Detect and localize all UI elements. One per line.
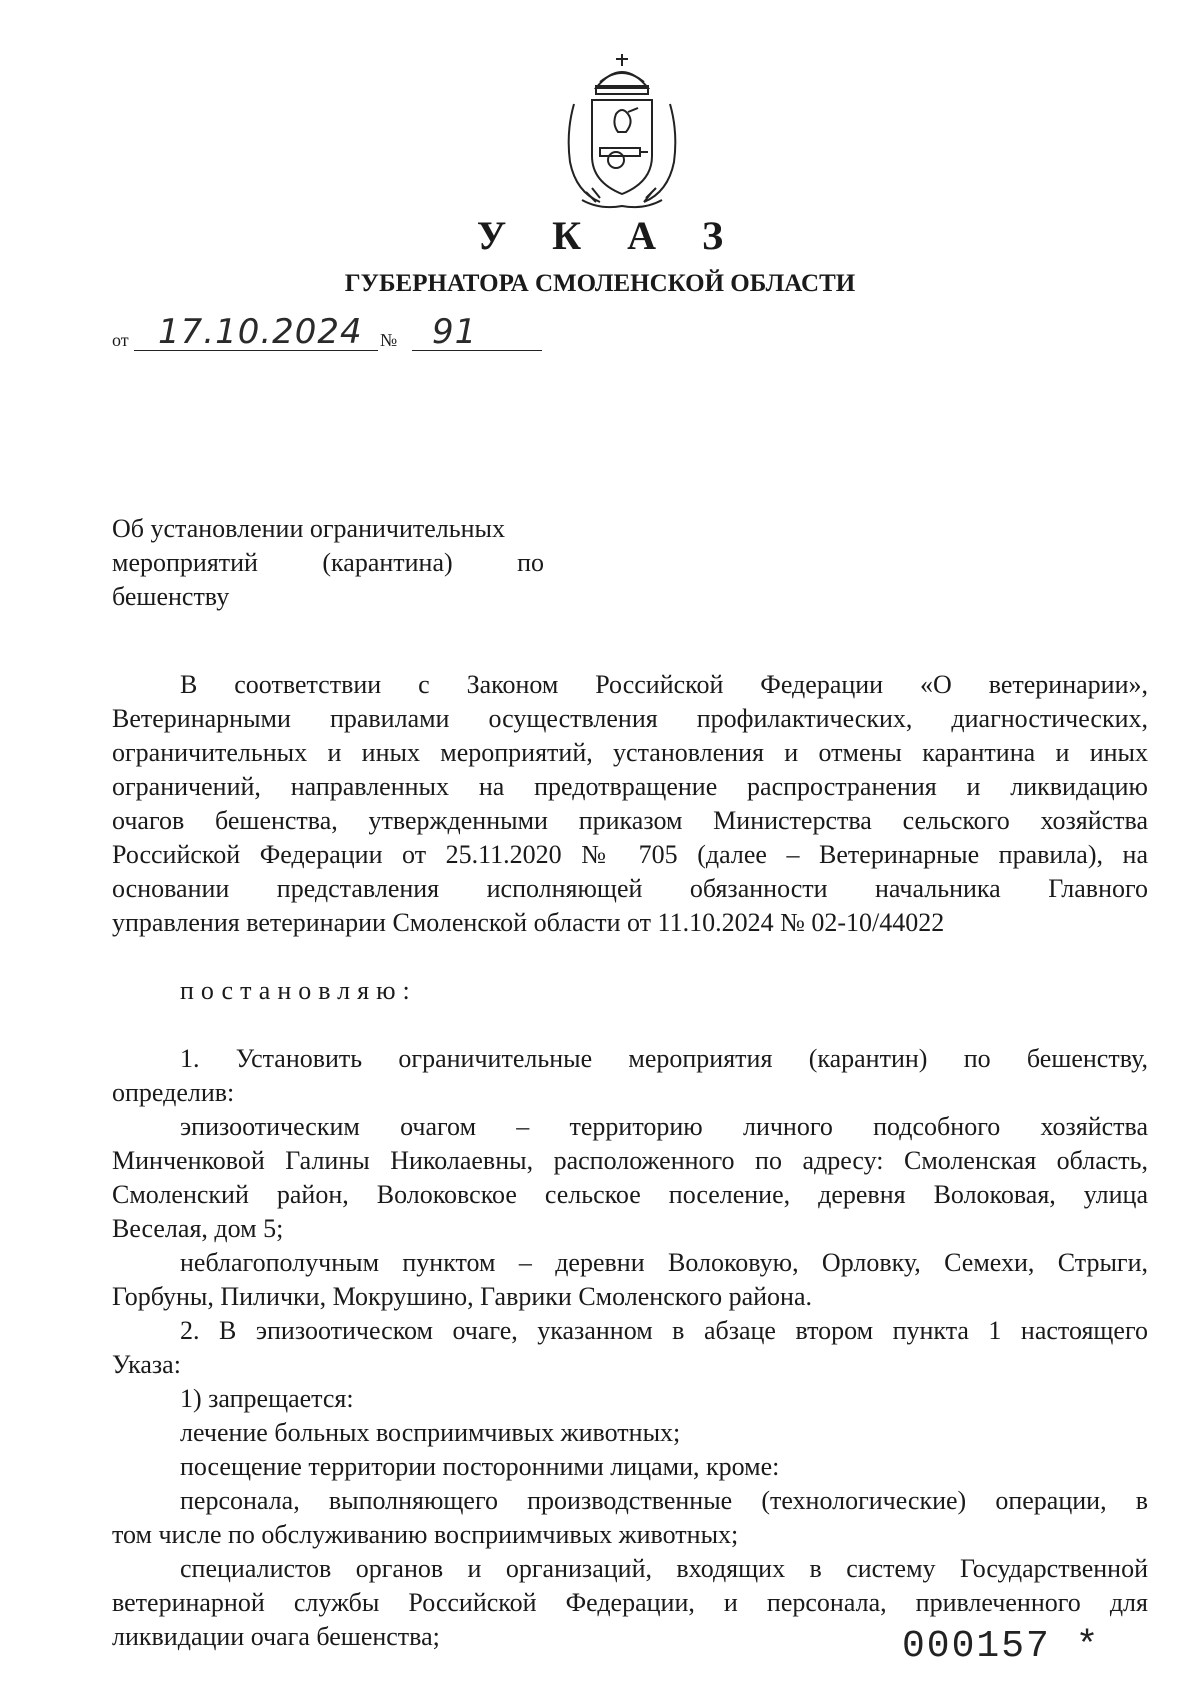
handwritten-date: 17.10.2024: [158, 312, 363, 352]
spacer: [112, 1008, 1148, 1042]
content-line: Минченковой Галины Николаевны, расположенного по адресу: Смоленская область,: [112, 1146, 1148, 1175]
content-line: 1. Установить ограничительные мероприятия (карантин) по бешенству,: [180, 1044, 1148, 1073]
preamble-line: Ветеринарными правилами осуществления профилактических, диагностических,: [112, 704, 1148, 733]
serial-number: 000157 *: [902, 1625, 1101, 1668]
document-body: [112, 668, 1148, 1654]
date-number-line: [112, 312, 552, 354]
subject-line: Об установлении ограничительных: [112, 514, 506, 543]
handwritten-number: 91: [432, 312, 478, 352]
content-line: персонала, выполняющего производственные (технологические) операции, в: [180, 1486, 1148, 1515]
subject-line: мероприятий (карантина) по: [112, 548, 544, 577]
subject-line: бешенству: [112, 582, 230, 611]
spacer: [112, 940, 1148, 974]
preamble-line: основании представления исполняющей обязанности начальника Главного: [112, 874, 1148, 903]
content-line: ветеринарной службы Российской Федерации, и персонала, привлеченного для: [112, 1588, 1148, 1617]
preamble-line: очагов бешенства, утвержденными приказом Министерства сельского хозяйства: [112, 806, 1148, 835]
content-line: неблагополучным пунктом – деревни Волоковую, Орловку, Семехи, Стрыги,: [180, 1248, 1148, 1277]
preamble-line: ограничительных и иных мероприятий, установления и отмены карантина и иных: [112, 738, 1148, 767]
content-line: том числе по обслуживанию восприимчивых животных;: [112, 1520, 739, 1549]
subject-block: [112, 512, 544, 614]
content-line: 1) запрещается:: [180, 1384, 354, 1413]
content-line: Горбуны, Пилички, Мокрушино, Гаврики Смоленского района.: [112, 1282, 812, 1311]
preamble-line: Российской Федерации от 25.11.2020 № 705 (далее – Ветеринарные правила), на: [112, 840, 1148, 869]
content-line: Веселая, дом 5;: [112, 1214, 284, 1243]
document-subtitle: ГУБЕРНАТОРА СМОЛЕНСКОЙ ОБЛАСТИ: [344, 270, 856, 297]
resolve-word: постановляю:: [180, 976, 417, 1005]
content-line: ликвидации очага бешенства;: [112, 1622, 440, 1651]
preamble-line: ограничений, направленных на предотвращение распространения и ликвидацию: [112, 772, 1148, 801]
number-prefix: №: [380, 330, 398, 350]
preamble-line: управления ветеринарии Смоленской области от 11.10.2024 № 02-10/44022: [112, 908, 945, 937]
content-line: определив:: [112, 1078, 235, 1107]
content-line: лечение больных восприимчивых животных;: [180, 1418, 681, 1447]
preamble-line: В соответствии с Законом Российской Федерации «О ветеринарии»,: [180, 670, 1148, 699]
content-line: Указа:: [112, 1350, 181, 1379]
content-line: Смоленский район, Волоковское сельское поселение, деревня Волоковая, улица: [112, 1180, 1148, 1209]
content-line: специалистов органов и организаций, входящих в систему Государственной: [180, 1554, 1148, 1583]
content-line: 2. В эпизоотическом очаге, указанном в абзаце втором пункта 1 настоящего: [180, 1316, 1148, 1345]
date-prefix: от: [112, 330, 129, 350]
document-title: У К А З: [476, 213, 742, 258]
content-line: посещение территории посторонними лицами, кроме:: [180, 1452, 780, 1481]
smolensk-coat-of-arms-icon: [556, 52, 688, 212]
content-line: эпизоотическим очагом – территорию личного подсобного хозяйства: [180, 1112, 1148, 1141]
